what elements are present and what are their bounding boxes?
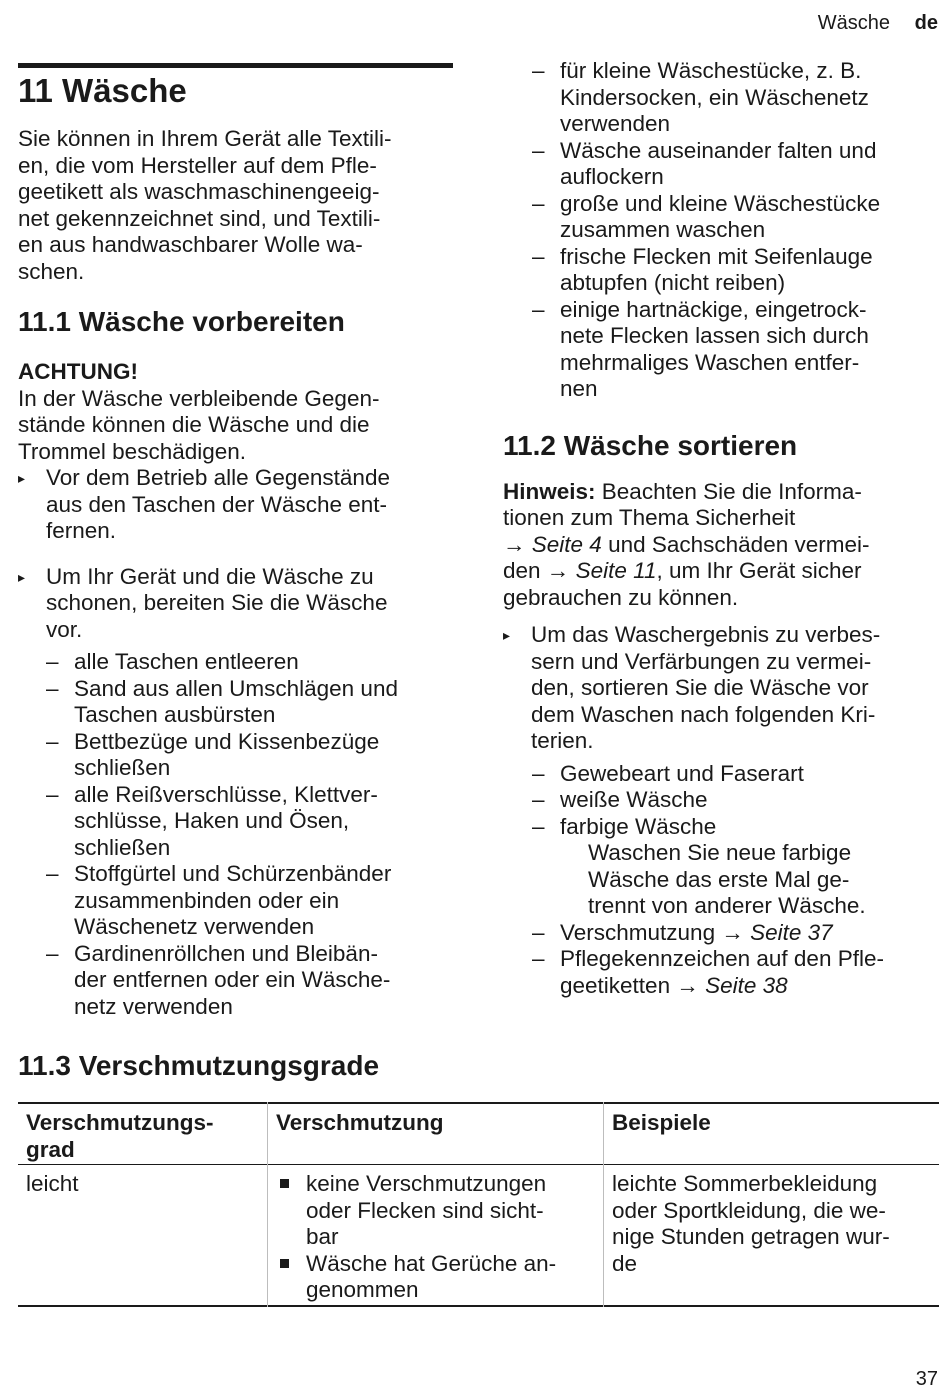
intro-line: en aus handwaschbarer Wolle wa- <box>18 232 363 257</box>
hint-text: Beachten Sie die Informa- <box>595 478 862 504</box>
list-line: einige hartnäckige, eingetrock- <box>560 296 867 322</box>
list-item <box>532 761 943 788</box>
header-line: Verschmutzungs- <box>26 1110 214 1135</box>
list-line: Stoffgürtel und Schürzenbänder <box>74 861 392 886</box>
warning-line: In der Wäsche verbleibende Gegen- <box>18 385 380 411</box>
list-item <box>532 920 943 947</box>
running-header-title: Wäsche <box>817 12 890 34</box>
list-line: frische Flecken mit Seifenlauge <box>560 243 873 269</box>
list-line: Sand aus allen Umschlägen und <box>74 675 398 701</box>
list-item <box>46 782 458 862</box>
running-header-language: de <box>914 12 938 34</box>
arrow-icon: → <box>721 919 744 945</box>
hint-line <box>503 479 943 506</box>
dash-marker: – <box>532 137 545 163</box>
dash-marker: – <box>532 813 545 839</box>
dash-marker: – <box>46 940 59 966</box>
hint-line: tionen zum Thema Sicherheit <box>503 505 796 530</box>
cell-line: de <box>612 1250 638 1276</box>
list-line: der entfernen oder ein Wäsche- <box>74 967 391 992</box>
dash-marker: – <box>532 760 545 786</box>
list-item <box>46 941 458 1021</box>
list-item <box>532 814 943 920</box>
list-item <box>532 244 943 297</box>
list-line: schließen <box>74 834 171 860</box>
cell-line: nige Stunden getragen wur- <box>612 1224 890 1249</box>
action-step <box>503 622 943 755</box>
list-line: Gewebeart und Faserart <box>560 760 804 786</box>
list-line: Wäsche auseinander falten und <box>560 137 877 163</box>
step-line: dem Waschen nach folgenden Kri- <box>531 701 876 727</box>
list-line: weiße Wäsche <box>560 787 708 812</box>
triangle-bullet-icon: ▸ <box>18 470 26 486</box>
page-reference-link[interactable]: Seite 38 <box>705 972 788 998</box>
cell-line: bar <box>306 1224 339 1249</box>
hint-text: , um Ihr Gerät sicher <box>656 558 862 583</box>
list-line: mehrmaliges Waschen entfer- <box>560 349 860 375</box>
step-line: vor. <box>46 616 83 642</box>
section-11-3-title: 11.3 Verschmutzungsgrade <box>18 1050 380 1081</box>
hint-line <box>503 532 943 559</box>
action-step <box>18 465 458 545</box>
hint-line: gebrauchen zu können. <box>503 584 739 610</box>
sub-note-line: trennt von anderer Wäsche. <box>588 893 866 918</box>
hint-label: Hinweis: <box>503 478 596 504</box>
list-line: Pflegekennzeichen auf den Pfle- <box>560 946 884 971</box>
step-line: sern und Verfärbungen zu vermei- <box>531 648 872 674</box>
step-line: Um Ihr Gerät und die Wäsche zu <box>46 563 374 589</box>
warning-label: ACHTUNG! <box>18 359 138 384</box>
table-cell-verschmutzung <box>278 1171 598 1304</box>
table-header-verschmutzung: Verschmutzung <box>276 1110 444 1135</box>
list-line: alle Reißverschlüsse, Klettver- <box>74 781 378 807</box>
intro-line: Sie können in Ihrem Gerät alle Textili- <box>18 126 392 151</box>
column-divider <box>267 1102 268 1307</box>
warning-line: stände können die Wäsche und die <box>18 412 370 437</box>
list-line: abtupfen (nicht reiben) <box>560 270 786 295</box>
dash-marker: – <box>532 946 545 971</box>
list-text: geetiketten <box>560 972 677 998</box>
list-line: verwenden <box>560 111 671 136</box>
list-item <box>278 1251 598 1304</box>
dash-marker: – <box>532 296 545 322</box>
list-line: für kleine Wäschestücke, z. B. <box>560 58 862 83</box>
list-item <box>278 1171 598 1251</box>
step-line: schonen, bereiten Sie die Wäsche <box>46 590 388 615</box>
list-item <box>532 58 943 138</box>
dash-marker: – <box>532 58 545 83</box>
list-line: Taschen ausbürsten <box>74 702 276 727</box>
cell-line: Wäsche hat Gerüche an- <box>306 1250 557 1276</box>
list-line: schließen <box>74 755 171 780</box>
cell-line: oder Sportkleidung, die we- <box>612 1197 886 1223</box>
action-step <box>18 564 458 644</box>
table-cell-grad: leicht <box>26 1171 79 1196</box>
list-line: Wäschenetz verwenden <box>74 914 315 939</box>
list-line: zusammen waschen <box>560 217 766 242</box>
triangle-bullet-icon: ▸ <box>503 627 511 643</box>
dash-marker: – <box>46 649 59 674</box>
table-header-grad <box>26 1110 262 1163</box>
cell-line: leichte Sommerbekleidung <box>612 1171 878 1196</box>
dash-marker: – <box>46 781 59 807</box>
dash-marker: – <box>532 919 545 945</box>
list-line: zusammenbinden oder ein <box>74 887 340 913</box>
list-line <box>560 973 943 1000</box>
step-line: Um das Waschergebnis zu verbes- <box>531 622 881 647</box>
list-line: schlüsse, Haken und Ösen, <box>74 808 350 833</box>
list-text: Verschmutzung <box>560 919 722 945</box>
cell-line: keine Verschmutzungen <box>306 1171 547 1196</box>
intro-line: en, die vom Hersteller auf dem Pfle- <box>18 152 377 178</box>
right-column <box>503 58 943 999</box>
intro-line: net gekennzeichnet sind, und Textili- <box>18 205 381 231</box>
warning-line: Trommel beschädigen. <box>18 438 247 464</box>
arrow-icon: → <box>676 972 699 998</box>
square-bullet-icon <box>280 1179 289 1188</box>
list-line: auflockern <box>560 164 664 189</box>
step-line: den, sortieren Sie die Wäsche vor <box>531 675 869 700</box>
chapter-rule <box>18 63 453 68</box>
header-line: grad <box>26 1136 75 1162</box>
list-item <box>532 946 943 999</box>
cell-line: oder Flecken sind sicht- <box>306 1197 544 1223</box>
list-item <box>46 649 458 676</box>
hint-line <box>503 558 943 585</box>
hint-text: den <box>503 558 547 583</box>
step-line: fernen. <box>46 518 117 543</box>
list-item <box>46 676 458 729</box>
triangle-bullet-icon: ▸ <box>18 568 26 585</box>
dash-marker: – <box>532 190 545 216</box>
column-divider <box>603 1102 604 1307</box>
preparation-list <box>46 649 458 1020</box>
arrow-icon: → <box>546 558 570 583</box>
list-line: farbige Wäsche <box>560 813 717 839</box>
dash-marker: – <box>46 675 59 701</box>
dash-marker: – <box>532 243 545 269</box>
list-line: nen <box>560 376 598 401</box>
list-line <box>560 920 943 947</box>
left-column <box>18 72 458 1020</box>
step-line: Vor dem Betrieb alle Gegenstände <box>46 465 390 490</box>
dash-marker: – <box>46 861 59 886</box>
preparation-list-continued <box>532 58 943 403</box>
dash-marker: – <box>532 787 545 812</box>
hint-note <box>503 479 943 612</box>
chapter-title: 11 Wäsche <box>18 72 187 109</box>
list-line: netz verwenden <box>74 993 233 1019</box>
table-top-rule <box>18 1102 939 1104</box>
dash-marker: – <box>46 728 59 754</box>
list-line: große und kleine Wäschestücke <box>560 190 881 216</box>
chapter-intro <box>18 126 458 285</box>
section-11-2-title: 11.2 Wäsche sortieren <box>503 429 798 461</box>
list-item <box>532 191 943 244</box>
page-reference-link[interactable]: Seite 4 <box>531 531 602 557</box>
intro-line: schen. <box>18 258 85 284</box>
square-bullet-icon <box>280 1259 289 1268</box>
list-line: Kindersocken, ein Wäschenetz <box>560 84 869 110</box>
list-item <box>46 729 458 782</box>
sub-note-line: Waschen Sie neue farbige <box>588 840 852 865</box>
list-item <box>46 861 458 941</box>
cell-line: genommen <box>306 1277 419 1302</box>
page-reference-link[interactable]: Seite 11 <box>575 558 657 583</box>
arrow-icon: → <box>503 531 526 557</box>
list-item <box>532 787 943 814</box>
hint-text: und Sachschäden vermei- <box>601 531 870 557</box>
section-11-1-title: 11.1 Wäsche vorbereiten <box>18 306 345 337</box>
sub-note <box>560 840 943 920</box>
sub-note-line: Wäsche das erste Mal ge- <box>588 866 850 892</box>
sorting-criteria-list <box>532 761 943 1000</box>
list-line: Gardinenröllchen und Bleibän- <box>74 940 378 966</box>
intro-line: geetikett als waschmaschinengeeig- <box>18 179 380 204</box>
step-line: aus den Taschen der Wäsche ent- <box>46 491 388 517</box>
page-reference-link[interactable]: Seite 37 <box>750 919 833 945</box>
list-line: nete Flecken lassen sich durch <box>560 323 869 348</box>
list-item <box>532 138 943 191</box>
list-line: Bettbezüge und Kissenbezüge <box>74 728 380 754</box>
table-bottom-rule <box>18 1305 939 1307</box>
warning-text <box>18 386 458 466</box>
table-header-rule <box>18 1164 939 1165</box>
table-cell-beispiele <box>612 1171 942 1277</box>
page-number: 37 <box>915 1368 938 1390</box>
list-line: alle Taschen entleeren <box>74 649 299 674</box>
list-item <box>532 297 943 403</box>
table-header-beispiele: Beispiele <box>612 1110 711 1135</box>
step-line: terien. <box>531 728 594 753</box>
